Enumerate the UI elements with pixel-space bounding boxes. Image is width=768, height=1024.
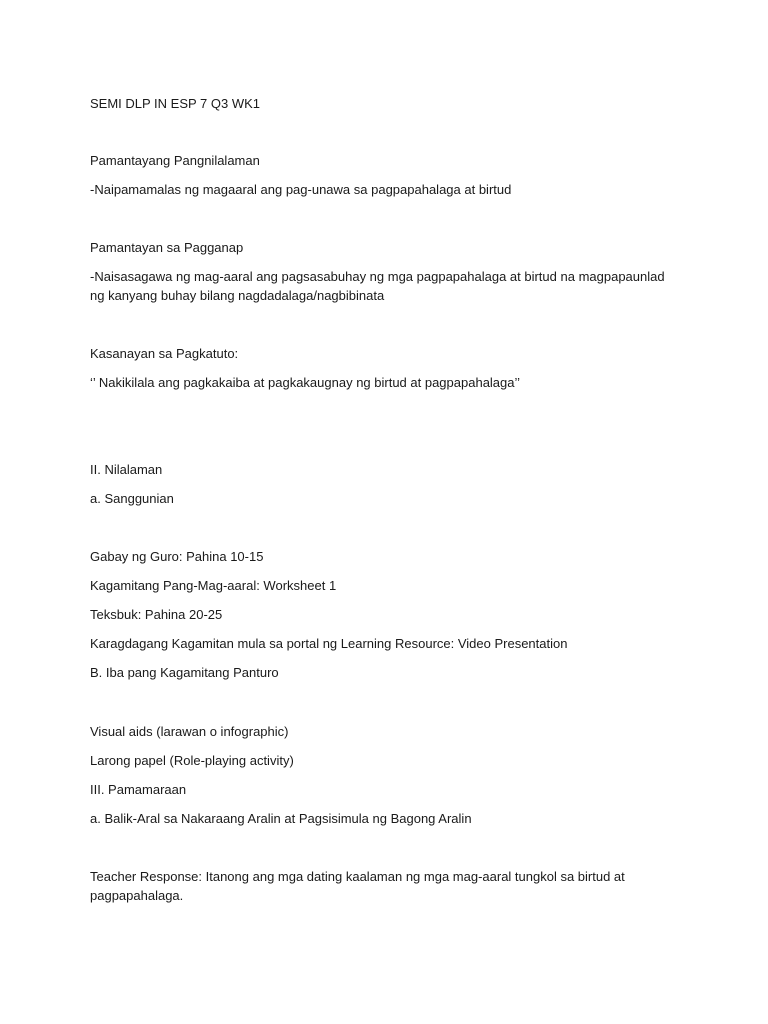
material-role-play: Larong papel (Role-playing activity) [90, 753, 294, 768]
content-standard-text: -Naipamamalas ng magaaral ang pag-unawa sa pagpapahalaga at birtud [90, 182, 512, 197]
material-visual-aids: Visual aids (larawan o infographic) [90, 724, 289, 739]
reference-additional: Karagdagang Kagamitan mula sa portal ng Learning Resource: Video Presentation [90, 636, 568, 651]
teacher-response: Teacher Response: Itanong ang mga dating kaalaman ng mga mag-aaral tungkol sa birtud at pagpapahalaga. [90, 869, 625, 903]
performance-standard-heading: Pamantayan sa Pagganap [90, 240, 244, 255]
section-2a-heading: a. Sanggunian [90, 491, 174, 506]
competency-heading: Kasanayan sa Pagkatuto: [90, 346, 239, 361]
document-title: SEMI DLP IN ESP 7 Q3 WK1 [90, 96, 261, 111]
section-2b-heading: B. Iba pang Kagamitang Panturo [90, 665, 279, 680]
reference-textbook: Teksbuk: Pahina 20-25 [90, 607, 223, 622]
performance-standard-text: -Naisasagawa ng mag-aaral ang pagsasabuhay ng mga pagpapahalaga at birtud na magpapaunlad ng kanyang buhay bilang nagdadalaga/nagbibinata [90, 269, 665, 303]
reference-teacher-guide: Gabay ng Guro: Pahina 10-15 [90, 549, 264, 564]
section-2-heading: II. Nilalaman [90, 462, 163, 477]
content-standard-heading: Pamantayang Pangnilalaman [90, 153, 260, 168]
section-3-heading: III. Pamamaraan [90, 782, 187, 797]
competency-text: ‘’ Nakikilala ang pagkakaiba at pagkakaugnay ng birtud at pagpapahalaga’’ [90, 375, 521, 390]
reference-learner-material: Kagamitang Pang-Mag-aaral: Worksheet 1 [90, 578, 337, 593]
section-3a-heading: a. Balik-Aral sa Nakaraang Aralin at Pagsisimula ng Bagong Aralin [90, 811, 472, 826]
